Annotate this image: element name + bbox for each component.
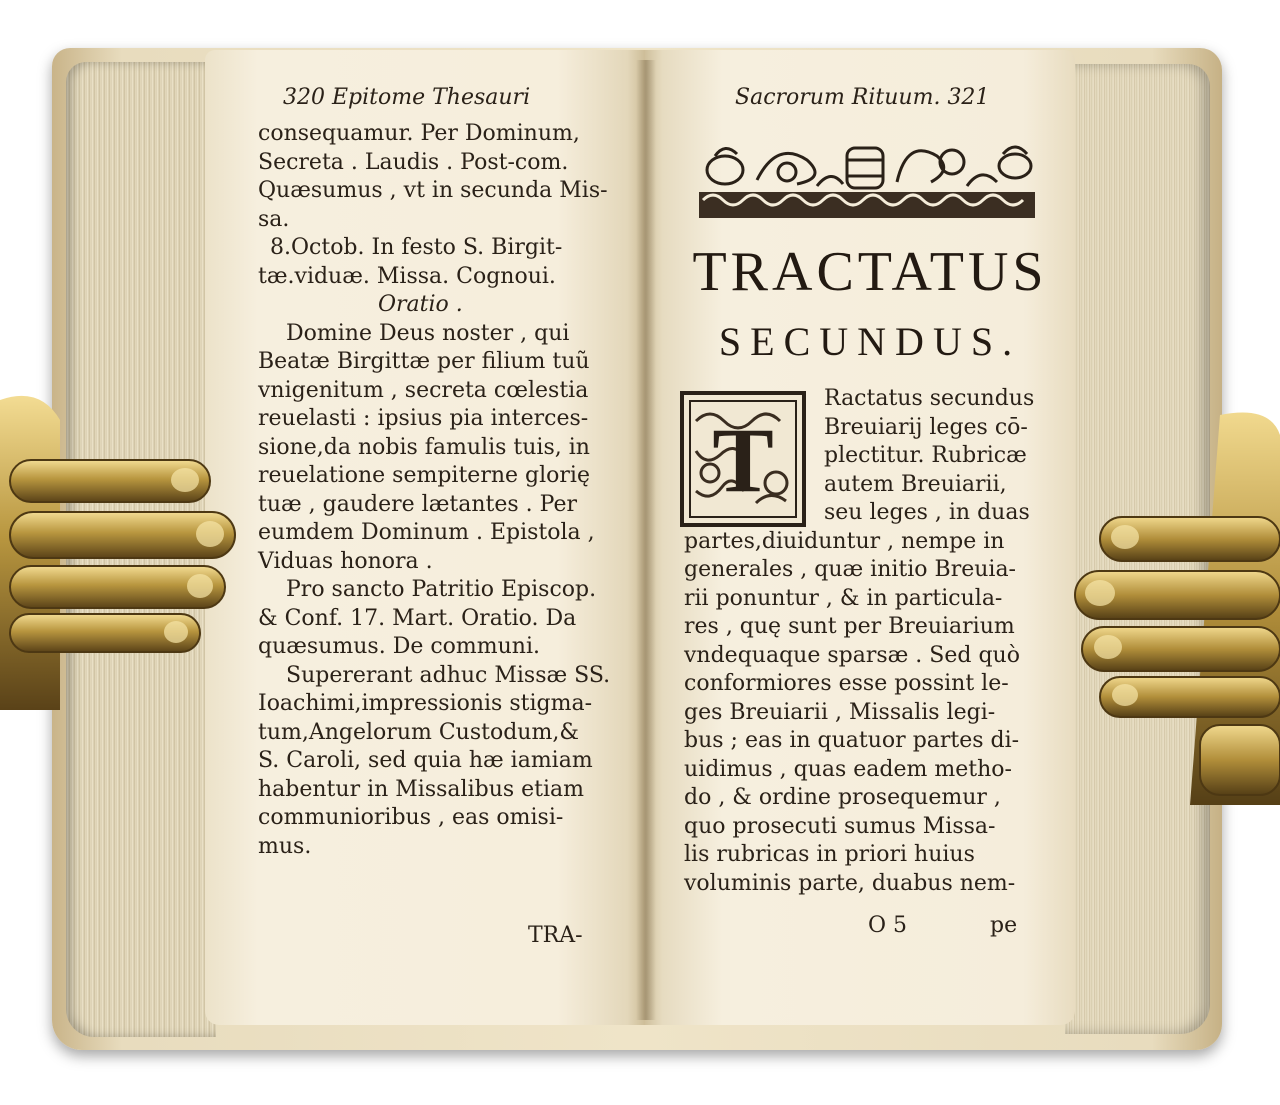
brass-hand-right [1070, 405, 1280, 805]
text-line: mus. [258, 833, 312, 859]
text-line: tuæ , gaudere lætantes . Per [258, 491, 577, 517]
text-line: Viduas honora . [258, 548, 433, 574]
text-line: 8.Octob. In festo S. Birgit- [270, 235, 563, 260]
text-line: Ractatus secundus [824, 386, 1035, 411]
text-line: lis rubricas in priori huius [684, 842, 975, 867]
text-line: quæsumus. De communi. [258, 634, 541, 659]
right-running-head: Sacrorum Rituum. 321 [735, 85, 990, 110]
text-line: seu leges , in duas [824, 500, 1030, 525]
text-line: S. Caroli, sed quia hæ iamiam [258, 748, 593, 773]
text-line: tæ.viduæ. Missa. Cognoui. [258, 263, 556, 289]
right-catchword: pe [990, 913, 1018, 938]
text-line: conformiores esse possint le- [684, 671, 1009, 696]
text-line: Beatæ Birgittæ per filium tuũ [258, 349, 590, 374]
right-text-block [684, 385, 1044, 898]
drop-cap-letter: T [712, 409, 774, 511]
text-line: & Conf. 17. Mart. Oratio. Da [258, 605, 577, 631]
text-line-heading: Oratio . [378, 292, 463, 317]
signature-mark: O 5 [868, 913, 908, 938]
text-line: quo prosecuti sumus Missa- [684, 813, 996, 839]
text-line: tum,Angelorum Custodum,& [258, 719, 579, 745]
text-line: Breuiarij leges cō- [824, 414, 1028, 440]
treatise-subtitle: SECUNDUS. [718, 319, 1022, 364]
text-line: uidimus , quas eadem metho- [684, 756, 1012, 782]
text-line: autem Breuiarii, [824, 471, 1007, 497]
text-line: vndequaque sparsæ . Sed quò [684, 642, 1020, 668]
brass-hand-left [0, 390, 240, 720]
text-line: rii ponuntur , & in particula- [684, 585, 1003, 611]
text-line: habentur in Missalibus etiam [258, 776, 585, 802]
text-line: generales , quæ initio Breuia- [684, 557, 1016, 582]
text-line: sione,da nobis famulis tuis, in [258, 434, 590, 460]
text-line: res , quę sunt per Breuiarium [684, 614, 1015, 639]
text-line: vnigenitum , secreta cœlestia [258, 377, 589, 403]
text-line: Quæsumus , vt in secunda Mis- [258, 178, 608, 203]
text-line: ges Breuiarii , Missalis legi- [684, 699, 996, 725]
text-line: plectitur. Rubricæ [824, 443, 1027, 468]
text-line: Domine Deus noster , qui [286, 320, 570, 346]
text-line: reuelatione sempiterne glorię [258, 463, 590, 488]
text-line: partes,diuiduntur , nempe in [684, 528, 1005, 554]
text-line: sa. [258, 206, 290, 232]
text-line: reuelasti : ipsius pia interces- [258, 406, 589, 431]
text-line: bus ; eas in quatuor partes di- [684, 728, 1020, 753]
text-line: Ioachimi,impressionis stigma- [258, 691, 592, 716]
text-line: do , & ordine prosequemur , [684, 785, 1001, 810]
text-line: voluminis parte, duabus nem- [684, 870, 1016, 896]
ornamental-headpiece [697, 130, 1037, 222]
left-running-head: 320 Epitome Thesauri [283, 85, 531, 110]
book-gutter [636, 60, 656, 1020]
text-line: communioribus , eas omisi- [258, 805, 564, 830]
treatise-title: TRACTATUS [692, 241, 1048, 303]
left-text-block [258, 120, 628, 861]
text-line: Supererant adhuc Missæ SS. [286, 662, 611, 688]
left-catchword: TRA- [528, 923, 583, 948]
text-line: Pro sancto Patritio Episcop. [286, 577, 597, 602]
text-line: consequamur. Per Dominum, [258, 121, 580, 146]
text-line: eumdem Dominum . Epistola , [258, 520, 595, 545]
text-line: Secreta . Laudis . Post-com. [258, 149, 569, 175]
